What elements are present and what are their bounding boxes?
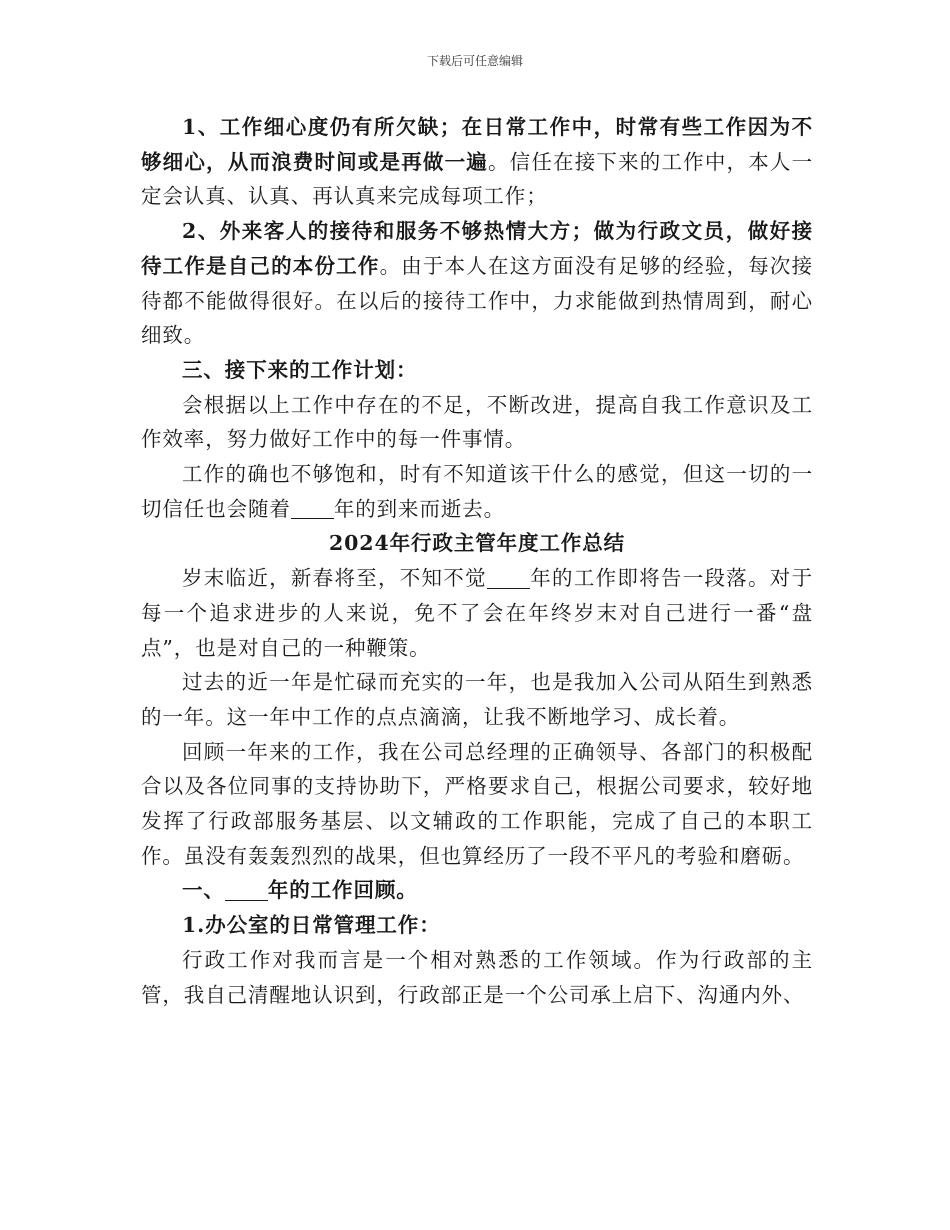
fill-in-blank <box>225 880 268 902</box>
paragraph-text: 。信任在接下来的工作中，本人一定会认真、认真、再认真来完成每项工作； <box>141 149 813 209</box>
paragraph <box>141 214 813 353</box>
fill-in-blank <box>291 498 334 520</box>
paragraph <box>141 110 813 214</box>
paragraph <box>141 457 813 526</box>
section-heading <box>141 873 813 908</box>
page-header: 下载后可任意编辑 <box>426 54 523 68</box>
document-title: 2024年行政主管年度工作总结 <box>328 531 626 556</box>
subsection-heading-text: 1.办公室的日常管理工作： <box>182 913 441 938</box>
section-heading-text: 年的工作回顾。 <box>267 878 418 903</box>
paragraph <box>141 388 813 457</box>
paragraph-text-continued: 年的到来而逝去。 <box>333 496 506 521</box>
paragraph-bold-lead: 2、外来客人的接待和服务不够热情大方；做为行政文员，做好接待工作是自己的本份工作 <box>141 219 813 278</box>
paragraph-text: 行政工作对我而言是一个相对熟悉的工作领域。作为行政部的主管，我自己清醒地认识到，行政部正是一个公司承上启下、沟通内外、 <box>141 947 813 1007</box>
paragraph-bold-lead: 1、工作细心度仍有所欠缺；在日常工作中，时常有些工作因为不够细心，从而浪费时间或是再做一遍 <box>141 115 813 174</box>
paragraph <box>141 665 813 734</box>
fill-in-blank <box>487 567 530 589</box>
subsection-heading <box>141 908 813 943</box>
paragraph-text: 工作的确也不够饱和，时有不知道该干什么的感觉，但这一切的一切信任也会随着 <box>141 462 813 521</box>
paragraph-text: 过去的近一年是忙碌而充实的一年，也是我加入公司从陌生到熟悉的一年。这一年中工作的点点滴滴，让我不断地学习、成长着。 <box>141 670 813 729</box>
paragraph <box>141 735 813 874</box>
paragraph <box>141 561 813 665</box>
section-heading-prefix: 一、 <box>182 878 225 903</box>
paragraph-text: 。由于本人在这方面没有足够的经验，每次接待都不能做得很好。在以后的接待工作中，力求能做到热情周到，耐心细致。 <box>141 253 814 348</box>
paragraph-text: 会根据以上工作中存在的不足，不断改进，提高自我工作意识及工作效率，努力做好工作中的每一件事情。 <box>141 392 813 452</box>
paragraph-text-continued: 年的工作即将告一段落。对于每一个追求进步的人来说，免不了会在年终岁末对自己进行一番“盘点”，也是对自己的一种鞭策。 <box>141 566 813 660</box>
document-body <box>141 110 813 1012</box>
paragraph-text: 岁末临近，新春将至，不知不觉 <box>182 566 487 591</box>
section-heading-text: 三、接下来的工作计划： <box>182 357 418 382</box>
paragraph-text: 回顾一年来的工作，我在公司总经理的正确领导、各部门的积极配合以及各位同事的支持协助下，严格要求自己，根据公司要求，较好地发挥了行政部服务基层、以文辅政的工作职能，完成了自己的本职工作。虽没有轰轰烈烈的战果，但也算经历了一段不平凡的考验和磨砺。 <box>141 739 813 868</box>
paragraph <box>141 943 813 1012</box>
section-heading <box>141 353 813 388</box>
